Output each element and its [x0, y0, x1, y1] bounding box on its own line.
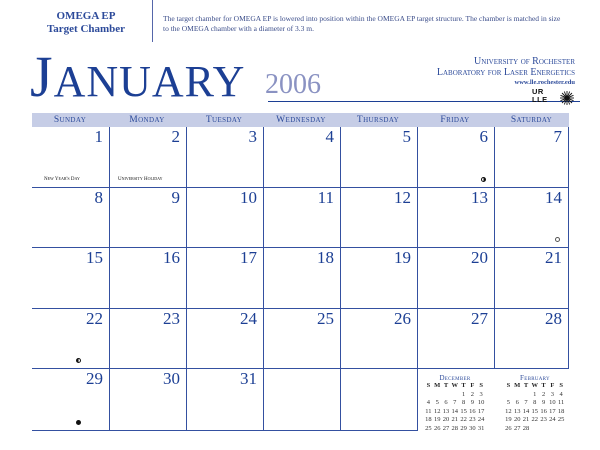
mini-day: 1 — [461, 390, 466, 398]
day-number: 18 — [317, 248, 334, 267]
mini-calendar-title: December — [439, 374, 471, 382]
mini-day: 21 — [451, 416, 459, 423]
day-number: 26 — [394, 309, 411, 328]
day-cell[interactable] — [32, 248, 110, 309]
day-cell[interactable] — [264, 188, 341, 248]
mini-day: 4 — [559, 390, 563, 398]
day-cell[interactable] — [264, 309, 341, 369]
day-cell[interactable] — [264, 369, 341, 431]
mini-weekday: S — [426, 382, 431, 389]
day-number: 30 — [163, 369, 180, 388]
mini-day: 23 — [469, 416, 476, 423]
mini-day — [513, 391, 522, 400]
day-cell[interactable] — [341, 127, 418, 188]
mini-day: 17 — [477, 407, 485, 415]
mini-day: 13 — [513, 407, 521, 415]
day-number: 12 — [394, 188, 411, 207]
day-cell[interactable] — [418, 127, 495, 188]
mini-day — [424, 391, 433, 400]
mini-day: 4 — [426, 399, 431, 406]
day-cell[interactable] — [341, 248, 418, 309]
mini-weekday: F — [550, 382, 555, 389]
day-number: 10 — [240, 188, 257, 207]
month-title — [30, 44, 246, 111]
day-cell[interactable] — [495, 309, 569, 369]
day-number: 8 — [94, 188, 103, 207]
new-moon-icon — [76, 420, 81, 425]
mini-day: 19 — [433, 416, 441, 423]
mini-weekday: S — [559, 382, 563, 389]
chamber-title-line1: OMEGA EP — [56, 10, 116, 22]
mini-day: 20 — [442, 416, 450, 423]
mini-calendar-december — [420, 374, 490, 433]
weekday-friday: Friday — [440, 115, 470, 125]
chamber-title — [26, 10, 146, 36]
day-cell[interactable] — [341, 369, 418, 431]
mini-day: 1 — [533, 390, 537, 398]
day-number: 28 — [545, 309, 562, 328]
logo-text-top: UR — [532, 87, 544, 96]
day-cell[interactable] — [495, 127, 569, 188]
day-number: 2 — [171, 127, 180, 146]
day-number: 4 — [325, 127, 334, 146]
day-number: 27 — [471, 309, 488, 328]
day-number: 24 — [240, 309, 257, 328]
mini-day: 8 — [461, 399, 466, 406]
day-cell[interactable] — [495, 188, 569, 248]
day-number: 7 — [553, 127, 562, 146]
mini-weekday: M — [434, 382, 441, 389]
day-cell[interactable] — [110, 127, 187, 188]
mini-weekday: T — [523, 382, 529, 389]
day-cell[interactable] — [341, 309, 418, 369]
day-cell[interactable] — [418, 188, 495, 248]
day-number: 23 — [163, 309, 180, 328]
day-cell[interactable] — [32, 127, 110, 188]
month-rest: ANUARY — [53, 57, 246, 106]
day-cell[interactable] — [110, 369, 187, 431]
mini-day — [504, 391, 513, 400]
last-quarter-moon-icon — [76, 358, 81, 363]
mini-day: 25 — [557, 416, 565, 423]
day-number: 31 — [240, 369, 257, 388]
mini-day: 20 — [513, 416, 521, 423]
day-number: 17 — [240, 248, 257, 267]
mini-day: 18 — [425, 416, 432, 423]
mini-day: 26 — [433, 424, 441, 432]
day-cell[interactable] — [495, 248, 569, 309]
mini-day: 8 — [533, 399, 537, 406]
weekday-monday: Monday — [129, 115, 165, 125]
day-number: 3 — [248, 127, 257, 146]
mini-day: 11 — [425, 407, 432, 415]
mini-day: 3 — [550, 390, 554, 398]
day-number: 16 — [163, 248, 180, 267]
mini-calendar-february — [500, 374, 570, 433]
mini-day: 19 — [505, 416, 512, 423]
mini-day: 28 — [451, 424, 459, 432]
mini-day — [442, 391, 451, 400]
mini-day: 24 — [549, 416, 556, 423]
mini-day: 11 — [558, 399, 565, 406]
mini-weekday: S — [479, 382, 483, 389]
day-cell[interactable] — [341, 188, 418, 248]
day-number: 1 — [94, 127, 103, 146]
day-number: 5 — [402, 127, 411, 146]
weekday-header — [32, 113, 569, 127]
mini-day: 26 — [505, 424, 512, 432]
mini-day: 2 — [470, 390, 474, 398]
mini-day: 9 — [541, 399, 546, 406]
mini-day: 10 — [477, 399, 485, 406]
day-number: 11 — [317, 188, 334, 207]
mini-day: 24 — [477, 416, 485, 423]
mini-day: 5 — [435, 399, 439, 406]
mini-day — [433, 391, 442, 400]
mini-weekday: F — [470, 382, 475, 389]
mini-calendar-title: February — [520, 374, 550, 382]
day-number: 20 — [471, 248, 488, 267]
mini-day: 27 — [513, 424, 521, 432]
day-cell[interactable] — [187, 309, 264, 369]
mini-day — [539, 425, 548, 434]
day-number: 22 — [86, 309, 103, 328]
org-line2: Laboratory for Laser Energetics — [436, 67, 575, 78]
holiday-label: New Year's Day — [44, 177, 80, 182]
website-link[interactable]: www.lle.rochester.edu — [514, 79, 575, 86]
mini-day: 9 — [470, 399, 474, 406]
mini-day: 21 — [522, 416, 530, 423]
mini-day: 3 — [479, 390, 483, 398]
weekday-tuesday: Tuesday — [205, 115, 243, 125]
mini-day: 13 — [442, 407, 450, 415]
day-cell[interactable] — [110, 248, 187, 309]
mini-day: 25 — [425, 424, 432, 432]
day-cell[interactable] — [32, 188, 110, 248]
mini-day — [548, 425, 557, 434]
day-cell[interactable] — [32, 309, 110, 369]
month-initial: J — [30, 44, 54, 109]
lle-logo — [532, 88, 574, 108]
day-cell[interactable] — [418, 309, 495, 369]
mini-weekday: W — [451, 382, 459, 389]
mini-weekday: W — [531, 382, 539, 389]
logo-text-bottom: LLE — [532, 95, 548, 104]
mini-day: 7 — [524, 399, 528, 406]
day-number: 25 — [317, 309, 334, 328]
org-line1: University of Rochester — [474, 56, 575, 67]
mini-weekday: T — [541, 382, 546, 389]
first-quarter-moon-icon — [481, 177, 486, 182]
day-number: 6 — [479, 127, 488, 146]
weekday-thursday: Thursday — [356, 115, 400, 125]
mini-day: 23 — [540, 416, 547, 423]
photo-caption: The target chamber for OMEGA EP is lowered into position within the OMEGA EP target structure. The chamber is matched in size to the OMEGA chamber with a diameter of 3.3 m. — [163, 14, 561, 33]
mini-day: 22 — [531, 416, 539, 423]
mini-day: 12 — [433, 407, 441, 415]
mini-day — [522, 391, 531, 400]
day-cell[interactable] — [32, 369, 110, 431]
mini-day: 16 — [540, 407, 547, 415]
header-divider — [152, 0, 153, 42]
mini-day: 7 — [453, 399, 457, 406]
day-cell[interactable] — [187, 369, 264, 431]
day-cell[interactable] — [264, 248, 341, 309]
mini-day: 16 — [469, 407, 476, 415]
mini-day: 17 — [549, 407, 556, 415]
day-number: 21 — [545, 248, 562, 267]
mini-day: 6 — [444, 399, 448, 406]
mini-weekday: T — [461, 382, 466, 389]
mini-day: 2 — [541, 390, 546, 398]
mini-weekday: M — [514, 382, 521, 389]
day-number: 15 — [86, 248, 103, 267]
mini-day — [530, 425, 539, 434]
day-number: 14 — [545, 188, 562, 207]
mini-day: 15 — [531, 407, 539, 415]
mini-day: 31 — [477, 424, 485, 432]
mini-day: 14 — [451, 407, 459, 415]
chamber-title-line2: Target Chamber — [46, 23, 126, 35]
day-cell[interactable] — [187, 127, 264, 188]
day-cell[interactable] — [110, 309, 187, 369]
mini-day: 27 — [442, 424, 450, 432]
day-cell[interactable] — [187, 248, 264, 309]
weekday-sunday: Sunday — [53, 115, 87, 125]
mini-day: 12 — [505, 407, 512, 415]
year-label: 2006 — [265, 69, 321, 100]
mini-day: 14 — [522, 407, 530, 415]
mini-day: 30 — [469, 424, 476, 432]
mini-day: 18 — [557, 407, 565, 415]
organization — [400, 56, 575, 78]
day-number: 13 — [471, 188, 488, 207]
mini-day: 22 — [460, 416, 467, 423]
full-moon-icon — [555, 237, 560, 242]
mini-day: 15 — [460, 407, 467, 415]
mini-day — [450, 391, 459, 400]
day-cell[interactable] — [418, 248, 495, 309]
mini-day — [557, 425, 566, 434]
day-number: 19 — [394, 248, 411, 267]
mini-weekday: T — [443, 382, 449, 389]
day-cell[interactable] — [187, 188, 264, 248]
day-cell[interactable] — [110, 188, 187, 248]
mini-day: 10 — [549, 399, 556, 406]
mini-day: 5 — [506, 399, 511, 406]
mini-day: 28 — [522, 424, 530, 432]
mini-weekday: S — [506, 382, 511, 389]
day-number: 29 — [86, 369, 103, 388]
holiday-label: University Holiday — [118, 177, 163, 182]
mini-day: 29 — [460, 424, 467, 432]
mini-day: 6 — [515, 399, 519, 406]
weekday-wednesday: Wednesday — [276, 115, 326, 125]
day-cell[interactable] — [264, 127, 341, 188]
day-number: 9 — [171, 188, 180, 207]
starburst-icon — [560, 91, 574, 105]
weekday-saturday: Saturday — [510, 115, 553, 125]
